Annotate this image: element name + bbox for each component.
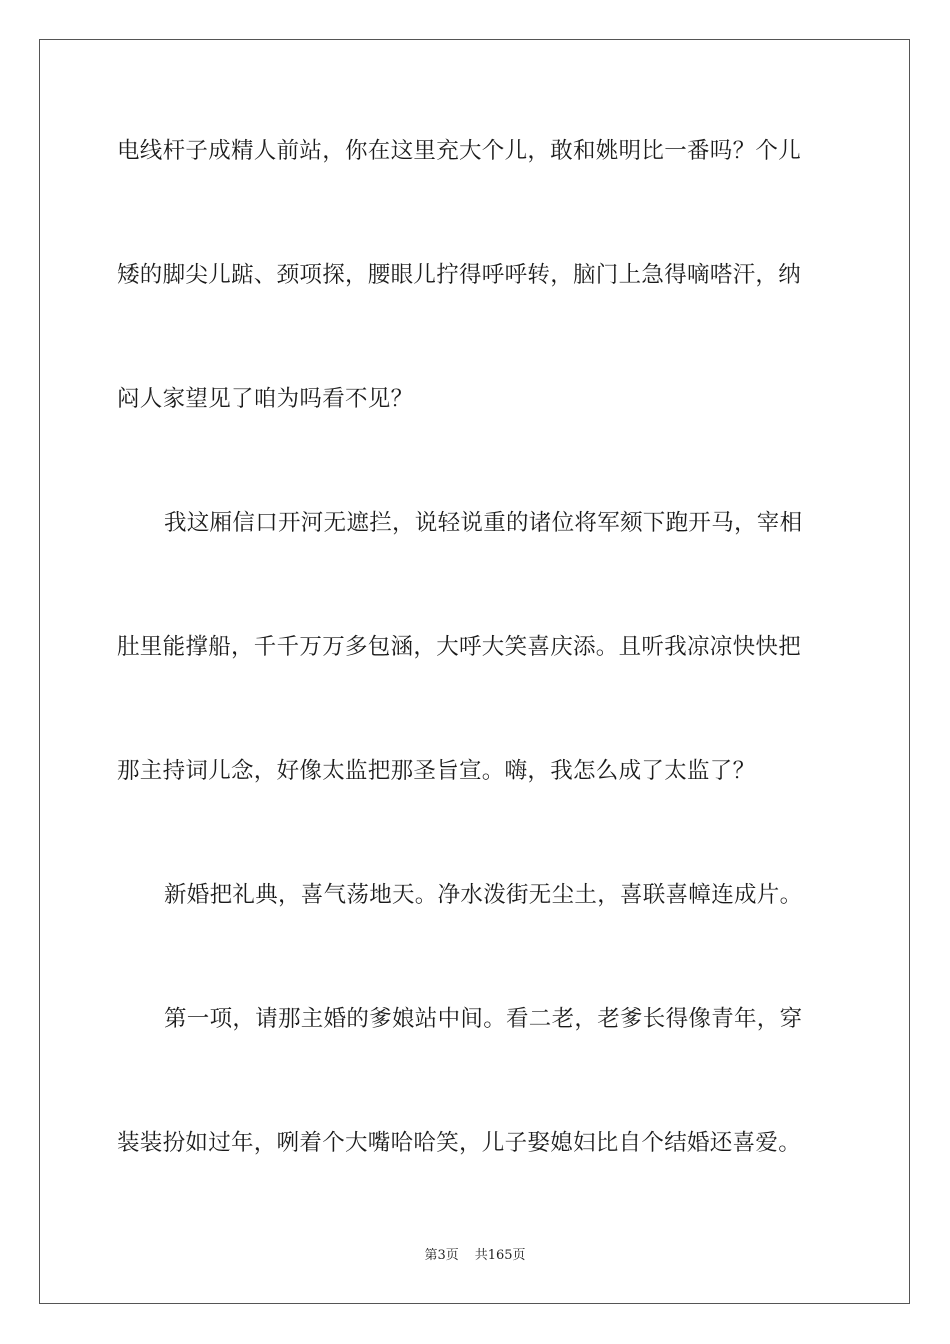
text-line-4: 我这厢信口开河无遮拦，说轻说重的诸位将军颏下跑开马，宰相 <box>164 510 803 536</box>
page-total: 共165页 <box>474 1248 526 1263</box>
text-line-6: 那主持词儿念，好像太监把那圣旨宣。嗨，我怎么成了太监了？ <box>117 758 756 784</box>
text-line-1: 电线杆子成精人前站，你在这里充大个儿，敢和姚明比一番吗？个儿 <box>117 138 802 164</box>
text-line-3: 闷人家望见了咱为吗看不见？ <box>117 386 414 412</box>
page-frame <box>39 39 910 1304</box>
page-footer <box>0 1247 950 1265</box>
text-line-7: 新婚把礼典，喜气荡地天。净水泼街无尘土，喜联喜幛连成片。 <box>164 882 803 908</box>
text-line-8: 第一项，请那主婚的爹娘站中间。看二老，老爹长得像青年，穿 <box>164 1006 803 1032</box>
page-number: 第3页 <box>424 1248 459 1263</box>
text-line-9: 装装扮如过年，咧着个大嘴哈哈笑，儿子娶媳妇比自个结婚还喜爱。 <box>117 1130 802 1156</box>
text-line-2: 矮的脚尖儿踮、颈项探，腰眼儿拧得呼呼转，脑门上急得嘀嗒汗，纳 <box>117 262 802 288</box>
text-line-5: 肚里能撑船，千千万万多包涵，大呼大笑喜庆添。且听我凉凉快快把 <box>117 634 802 660</box>
